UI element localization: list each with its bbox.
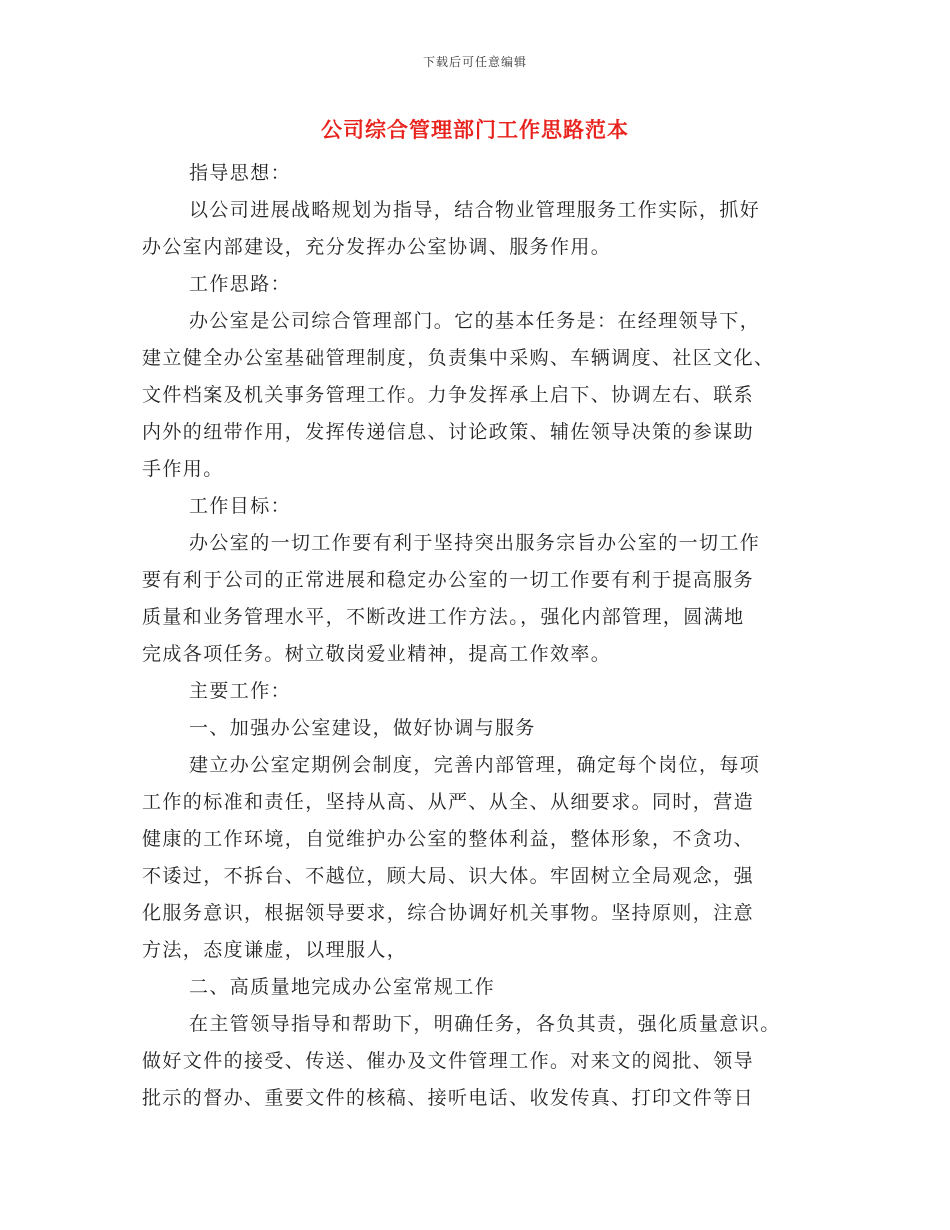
text-line: 二、高质量地完成办公室常规工作 xyxy=(189,976,496,998)
text-line: 质量和业务管理水平，不断改进工作方法。，强化内部管理，圆满地 xyxy=(142,606,745,628)
text-line: 办公室的一切工作要有利于坚持突出服务宗旨办公室的一切工作 xyxy=(189,532,761,554)
body-lines xyxy=(142,155,810,1117)
page-header: 下载后可任意编辑 xyxy=(422,55,527,69)
text-line: 以公司进展战略规划为指导，结合物业管理服务工作实际，抓好 xyxy=(189,199,761,221)
text-line: 在主管领导指导和帮助下，明确任务，各负其责，强化质量意识。 xyxy=(189,1013,781,1035)
text-line: 文件档案及机关事务管理工作。力争发挥承上启下、协调左右、联系 xyxy=(142,384,755,406)
text-line: 工作的标准和责任，坚持从高、从严、从全、从细要求。同时，营造 xyxy=(142,791,755,813)
text-line: 健康的工作环境，自觉维护办公室的整体利益，整体形象，不贪功、 xyxy=(142,828,755,850)
text-line: 批示的督办、重要文件的核稿、接听电话、收发传真、打印文件等日 xyxy=(142,1087,755,1109)
text-line: 工作目标： xyxy=(189,495,292,517)
text-line: 建立办公室定期例会制度，完善内部管理，确定每个岗位，每项 xyxy=(189,754,761,776)
text-line: 完成各项任务。树立敬岗爱业精神，提高工作效率。 xyxy=(142,643,612,665)
text-line: 一、加强办公室建设，做好协调与服务 xyxy=(189,717,536,739)
document-body xyxy=(142,155,810,1117)
text-line: 建立健全办公室基础管理制度，负责集中采购、车辆调度、社区文化、 xyxy=(142,347,775,369)
text-line: 指导思想： xyxy=(189,162,292,184)
text-line: 做好文件的接受、传送、催办及文件管理工作。对来文的阅批、领导 xyxy=(142,1050,755,1072)
text-line: 化服务意识，根据领导要求，综合协调好机关事物。坚持原则，注意 xyxy=(142,902,755,924)
text-line: 工作思路： xyxy=(189,273,292,295)
text-line: 方法，态度谦虚，以理服人， xyxy=(142,939,408,961)
text-line: 手作用。 xyxy=(142,458,224,480)
text-line: 办公室内部建设，充分发挥办公室协调、服务作用。 xyxy=(142,236,612,258)
document-title: 公司综合管理部门工作思路范本 xyxy=(321,117,629,142)
text-line: 要有利于公司的正常进展和稳定办公室的一切工作要有利于提高服务 xyxy=(142,569,755,591)
text-line: 主要工作： xyxy=(189,680,292,702)
text-line: 内外的纽带作用，发挥传递信息、讨论政策、辅佐领导决策的参谋助 xyxy=(142,421,755,443)
text-line: 不诿过，不拆台、不越位，顾大局、识大体。牢固树立全局观念，强 xyxy=(142,865,755,887)
text-line: 办公室是公司综合管理部门。它的基本任务是：在经理领导下， xyxy=(189,310,761,332)
